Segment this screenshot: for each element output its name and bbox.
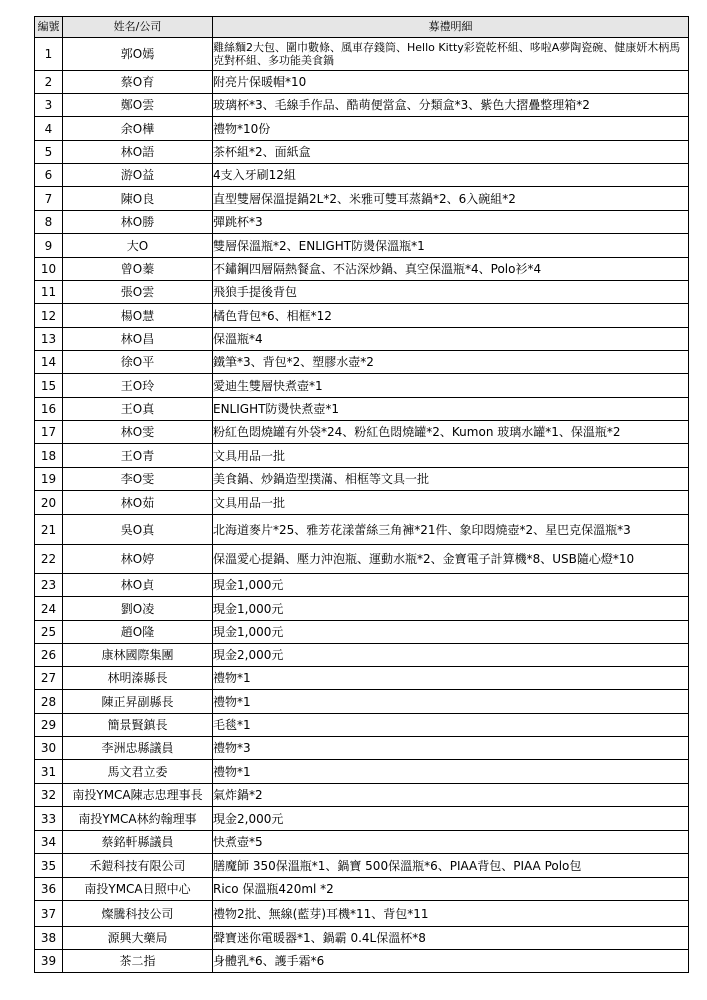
row-name: 蔡O育 — [63, 71, 213, 94]
row-detail: 美食鍋、炒鍋造型撲滿、相框等文具一批 — [213, 468, 689, 491]
row-name: 王O玲 — [63, 374, 213, 398]
row-name: 南投YMCA日照中心 — [63, 878, 213, 901]
table-row — [35, 901, 689, 927]
row-name: 林O婷 — [63, 545, 213, 574]
row-detail: 4支入牙刷12組 — [213, 164, 689, 187]
table-header-row — [35, 17, 689, 38]
row-no: 4 — [35, 117, 63, 141]
table-row — [35, 71, 689, 94]
row-no: 20 — [35, 491, 63, 515]
donation-table — [34, 16, 689, 973]
row-detail: 飛狼手提後背包 — [213, 281, 689, 304]
row-no: 39 — [35, 950, 63, 973]
table-row — [35, 164, 689, 187]
table-row — [35, 714, 689, 737]
table-row — [35, 187, 689, 211]
row-detail: 膳魔師 350保溫瓶*1、鍋寶 500保溫瓶*6、PIAA背包、PIAA Polo包 — [213, 854, 689, 878]
table-row — [35, 737, 689, 760]
row-detail: 不鏽鋼四層隔熱餐盒、不沾深炒鍋、真空保溫瓶*4、Polo衫*4 — [213, 258, 689, 281]
row-no: 35 — [35, 854, 63, 878]
row-name: 趙O隆 — [63, 621, 213, 644]
table-row — [35, 621, 689, 644]
table-row — [35, 328, 689, 351]
table-row — [35, 468, 689, 491]
row-name: 林明溱縣長 — [63, 667, 213, 690]
table-row — [35, 304, 689, 328]
row-detail: 北海道麥片*25、雅芳花漾蕾絲三角褲*21件、象印悶燒壺*2、星巴克保溫瓶*3 — [213, 515, 689, 545]
row-detail: 現金2,000元 — [213, 807, 689, 831]
table-row — [35, 281, 689, 304]
row-name: 王O真 — [63, 398, 213, 421]
row-detail: 現金1,000元 — [213, 574, 689, 597]
row-name: 陳O良 — [63, 187, 213, 211]
row-name: 楊O慧 — [63, 304, 213, 328]
table-row — [35, 667, 689, 690]
row-no: 30 — [35, 737, 63, 760]
table-row — [35, 141, 689, 164]
row-name: 蔡銘軒縣議員 — [63, 831, 213, 854]
row-detail: 雞絲麵2大包、圍巾數條、風車存錢筒、Hello Kitty彩瓷乾杯組、哆啦A夢陶瓷碗、健康妍木柄馬克對杯組、多功能美食鍋 — [213, 38, 689, 71]
table-row — [35, 374, 689, 398]
row-name: 陳正昇副縣長 — [63, 690, 213, 714]
row-no: 33 — [35, 807, 63, 831]
row-detail: 禮物*1 — [213, 667, 689, 690]
table-row — [35, 574, 689, 597]
table-row — [35, 398, 689, 421]
row-no: 26 — [35, 644, 63, 667]
row-detail: 文具用品一批 — [213, 444, 689, 468]
table-row — [35, 644, 689, 667]
row-detail: 現金1,000元 — [213, 597, 689, 621]
row-detail: Rico 保溫瓶420ml *2 — [213, 878, 689, 901]
row-name: 林O貞 — [63, 574, 213, 597]
row-detail: 聲寶迷你電暖器*1、鍋霸 0.4L保溫杯*8 — [213, 927, 689, 950]
row-name: 馬文君立委 — [63, 760, 213, 784]
row-no: 32 — [35, 784, 63, 807]
row-no: 8 — [35, 211, 63, 234]
table-row — [35, 831, 689, 854]
row-no: 28 — [35, 690, 63, 714]
row-detail: 橘色背包*6、相框*12 — [213, 304, 689, 328]
table-row — [35, 807, 689, 831]
row-name: 大O — [63, 234, 213, 258]
table-row — [35, 38, 689, 71]
row-name: 郭O嫣 — [63, 38, 213, 71]
row-no: 9 — [35, 234, 63, 258]
row-no: 1 — [35, 38, 63, 71]
table-row — [35, 690, 689, 714]
row-no: 13 — [35, 328, 63, 351]
row-no: 21 — [35, 515, 63, 545]
row-detail: 保溫愛心提鍋、壓力沖泡瓶、運動水瓶*2、金寶電子計算機*8、USB隨心燈*10 — [213, 545, 689, 574]
row-no: 38 — [35, 927, 63, 950]
table-row — [35, 351, 689, 374]
row-no: 11 — [35, 281, 63, 304]
header-name: 姓名/公司 — [63, 17, 213, 38]
row-detail: 附亮片保暖帽*10 — [213, 71, 689, 94]
row-detail: 毛毯*1 — [213, 714, 689, 737]
row-name: 李O雯 — [63, 468, 213, 491]
table-row — [35, 878, 689, 901]
table-row — [35, 950, 689, 973]
row-detail: 彈跳杯*3 — [213, 211, 689, 234]
row-name: 燦騰科技公司 — [63, 901, 213, 927]
row-detail: 禮物*3 — [213, 737, 689, 760]
row-detail: 文具用品一批 — [213, 491, 689, 515]
row-no: 5 — [35, 141, 63, 164]
row-name: 康林國際集團 — [63, 644, 213, 667]
table-row — [35, 854, 689, 878]
table-row — [35, 760, 689, 784]
row-name: 林O雯 — [63, 421, 213, 444]
row-detail: 直型雙層保溫提鍋2L*2、米雅可雙耳蒸鍋*2、6入碗組*2 — [213, 187, 689, 211]
row-no: 27 — [35, 667, 63, 690]
row-name: 張O雲 — [63, 281, 213, 304]
row-no: 25 — [35, 621, 63, 644]
table-row — [35, 927, 689, 950]
row-no: 6 — [35, 164, 63, 187]
row-detail: 茶杯組*2、面紙盒 — [213, 141, 689, 164]
table-row — [35, 258, 689, 281]
table-row — [35, 491, 689, 515]
row-detail: 現金1,000元 — [213, 621, 689, 644]
row-name: 林O語 — [63, 141, 213, 164]
row-detail: 雙層保溫瓶*2、ENLIGHT防燙保溫瓶*1 — [213, 234, 689, 258]
row-no: 15 — [35, 374, 63, 398]
row-no: 12 — [35, 304, 63, 328]
row-name: 徐O平 — [63, 351, 213, 374]
table-row — [35, 784, 689, 807]
row-detail: 禮物2批、無線(藍芽)耳機*11、背包*11 — [213, 901, 689, 927]
row-name: 茶二指 — [63, 950, 213, 973]
row-name: 南投YMCA陳志忠理事長 — [63, 784, 213, 807]
row-detail: 禮物*10份 — [213, 117, 689, 141]
row-name: 劉O凌 — [63, 597, 213, 621]
row-no: 37 — [35, 901, 63, 927]
row-detail: ENLIGHT防燙快煮壺*1 — [213, 398, 689, 421]
table-row — [35, 234, 689, 258]
header-detail: 募禮明細 — [213, 17, 689, 38]
row-name: 林O昌 — [63, 328, 213, 351]
table-row — [35, 515, 689, 545]
row-name: 林O茹 — [63, 491, 213, 515]
row-name: 游O益 — [63, 164, 213, 187]
row-no: 19 — [35, 468, 63, 491]
row-no: 24 — [35, 597, 63, 621]
row-detail: 快煮壺*5 — [213, 831, 689, 854]
header-no: 編號 — [35, 17, 63, 38]
table-row — [35, 597, 689, 621]
row-detail: 保溫瓶*4 — [213, 328, 689, 351]
row-no: 29 — [35, 714, 63, 737]
row-detail: 身體乳*6、護手霜*6 — [213, 950, 689, 973]
row-no: 36 — [35, 878, 63, 901]
row-name: 林O勝 — [63, 211, 213, 234]
row-no: 18 — [35, 444, 63, 468]
row-no: 16 — [35, 398, 63, 421]
row-detail: 粉紅色悶燒罐有外袋*24、粉紅色悶燒罐*2、Kumon 玻璃水罐*1、保溫瓶*2 — [213, 421, 689, 444]
row-detail: 鐵筆*3、背包*2、塑膠水壺*2 — [213, 351, 689, 374]
row-detail: 玻璃杯*3、毛線手作品、酷萌便當盒、分類盒*3、紫色大摺疊整理箱*2 — [213, 94, 689, 117]
row-name: 禾鎧科技有限公司 — [63, 854, 213, 878]
table-row — [35, 421, 689, 444]
table-row — [35, 117, 689, 141]
row-no: 10 — [35, 258, 63, 281]
row-name: 簡景賢鎮長 — [63, 714, 213, 737]
row-name: 源興大藥局 — [63, 927, 213, 950]
row-name: 余O樺 — [63, 117, 213, 141]
row-detail: 氣炸鍋*2 — [213, 784, 689, 807]
row-no: 23 — [35, 574, 63, 597]
row-name: 南投YMCA林約翰理事 — [63, 807, 213, 831]
table-row — [35, 545, 689, 574]
row-name: 曾O蓁 — [63, 258, 213, 281]
row-detail: 愛迪生雙層快煮壺*1 — [213, 374, 689, 398]
table-row — [35, 94, 689, 117]
row-no: 17 — [35, 421, 63, 444]
row-no: 34 — [35, 831, 63, 854]
row-name: 吳O真 — [63, 515, 213, 545]
row-no: 31 — [35, 760, 63, 784]
row-no: 3 — [35, 94, 63, 117]
row-no: 14 — [35, 351, 63, 374]
row-name: 李洲忠縣議員 — [63, 737, 213, 760]
table-row — [35, 444, 689, 468]
row-name: 鄭O雲 — [63, 94, 213, 117]
row-no: 2 — [35, 71, 63, 94]
row-name: 王O青 — [63, 444, 213, 468]
row-detail: 禮物*1 — [213, 760, 689, 784]
row-detail: 禮物*1 — [213, 690, 689, 714]
row-no: 7 — [35, 187, 63, 211]
table-row — [35, 211, 689, 234]
row-no: 22 — [35, 545, 63, 574]
row-detail: 現金2,000元 — [213, 644, 689, 667]
